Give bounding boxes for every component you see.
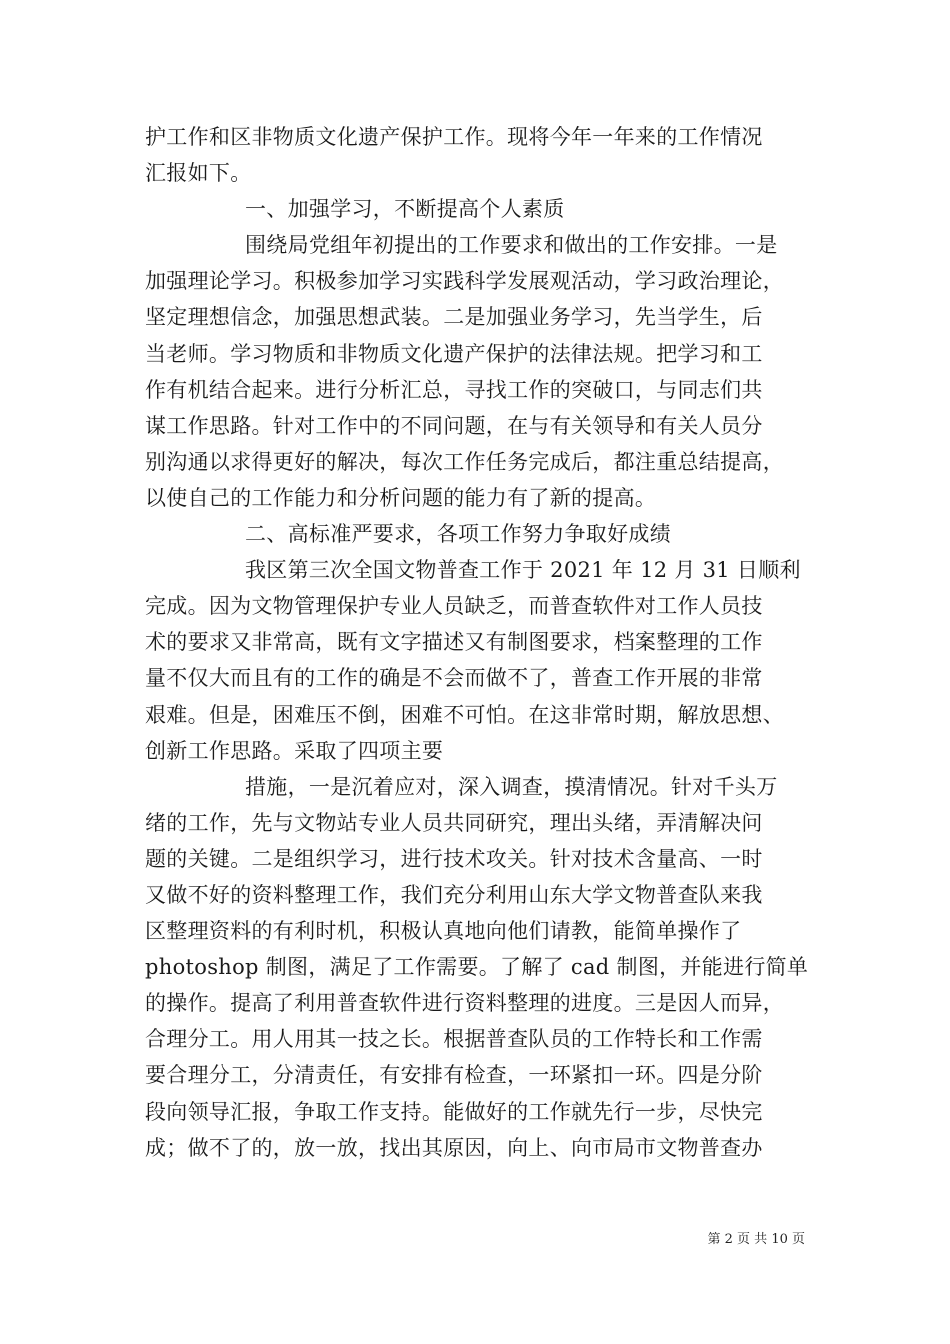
text-line: 围绕局党组年初提出的工作要求和做出的工作安排。一是 [245,233,778,258]
text-line: 作有机结合起来。进行分析汇总，寻找工作的突破口，与同志们共 [145,377,763,402]
page-number: 第 2 页 共 10 页 [707,1232,805,1247]
text-line: 措施，一是沉着应对，深入调查，摸清情况。针对千头万 [245,774,778,799]
text-line: 创新工作思路。采取了四项主要 [145,738,444,763]
text-line: photoshop 制图，满足了工作需要。了解了 cad 制图，并能进行简单 [145,955,809,980]
text-line: 的操作。提高了利用普查软件进行资料整理的进度。三是因人而异， [145,991,784,1016]
text-line: 量不仅大而且有的工作的确是不会而做不了，普查工作开展的非常 [145,666,763,691]
text-line: 以使自己的工作能力和分析问题的能力有了新的提高。 [145,485,657,510]
text-line: 又做不好的资料整理工作，我们充分利用山东大学文物普查队来我 [145,882,763,907]
text-line: 成；做不了的，放一放，找出其原因，向上、向市局市文物普查办 [145,1135,763,1160]
text-line: 段向领导汇报，争取工作支持。能做好的工作就先行一步，尽快完 [145,1099,763,1124]
text-line: 艰难。但是，困难压不倒，困难不可怕。在这非常时期，解放思想、 [145,702,784,727]
text-line: 护工作和区非物质文化遗产保护工作。现将今年一年来的工作情况 [145,125,763,149]
text-line: 合理分工。用人用其一技之长。根据普查队员的工作特长和工作需 [145,1027,763,1052]
text-line: 汇报如下。 [145,161,252,186]
text-line: 绪的工作，先与文物站专业人员共同研究，理出头绪，弄清解决问 [145,810,763,835]
text-line: 完成。因为文物管理保护专业人员缺乏，而普查软件对工作人员技 [145,594,763,619]
text-line: 当老师。学习物质和非物质文化遗产保护的法律法规。把学习和工 [145,341,763,366]
section-heading: 二、高标准严要求，各项工作努力争取好成绩 [245,522,671,547]
text-line: 题的关键。二是组织学习，进行技术攻关。针对技术含量高、一时 [145,846,763,871]
text-line: 坚定理想信念，加强思想武装。二是加强业务学习，先当学生，后 [145,305,763,330]
section-heading: 一、加强学习，不断提高个人素质 [245,197,565,222]
text-line: 加强理论学习。积极参加学习实践科学发展观活动，学习政治理论， [145,269,784,294]
text-line: 谋工作思路。针对工作中的不同问题，在与有关领导和有关人员分 [145,413,763,438]
text-line: 区整理资料的有利时机，积极认真地向他们请教，能简单操作了 [145,919,742,944]
document-body [145,119,810,1166]
text-line: 别沟通以求得更好的解决，每次工作任务完成后，都注重总结提高， [145,449,784,474]
text-line: 我区第三次全国文物普查工作于 2021 年 12 月 31 日顺利 [245,558,801,583]
text-line: 术的要求又非常高，既有文字描述又有制图要求，档案整理的工作 [145,630,763,655]
text-line: 要合理分工，分清责任，有安排有检查，一环紧扣一环。四是分阶 [145,1063,763,1088]
